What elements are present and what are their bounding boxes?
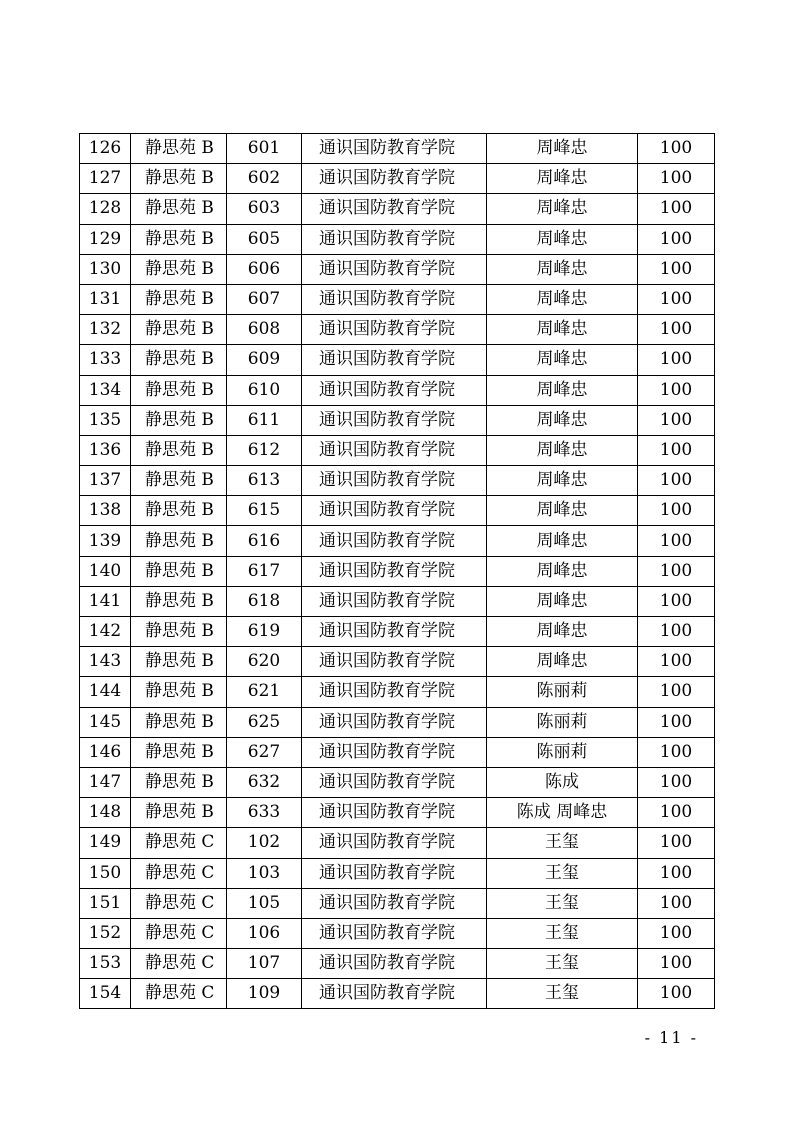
cell-room-number: 607 [227, 284, 302, 314]
cell-score: 100 [638, 949, 715, 979]
cell-building: 静思苑 B [131, 194, 227, 224]
cell-college: 通识国防教育学院 [302, 677, 487, 707]
cell-counselor: 王玺 [487, 828, 638, 858]
cell-room-number: 625 [227, 707, 302, 737]
cell-college: 通识国防教育学院 [302, 375, 487, 405]
cell-building: 静思苑 B [131, 284, 227, 314]
table-row [80, 224, 715, 254]
cell-room-number: 632 [227, 767, 302, 797]
cell-college: 通识国防教育学院 [302, 134, 487, 164]
cell-score: 100 [638, 375, 715, 405]
cell-row-number: 140 [80, 556, 131, 586]
cell-room-number: 615 [227, 496, 302, 526]
cell-counselor: 周峰忠 [487, 466, 638, 496]
cell-counselor: 周峰忠 [487, 526, 638, 556]
cell-counselor: 周峰忠 [487, 134, 638, 164]
cell-row-number: 148 [80, 798, 131, 828]
cell-row-number: 151 [80, 888, 131, 918]
cell-score: 100 [638, 677, 715, 707]
cell-building: 静思苑 B [131, 767, 227, 797]
table-row [80, 586, 715, 616]
cell-building: 静思苑 B [131, 224, 227, 254]
cell-room-number: 608 [227, 315, 302, 345]
dormitory-table [79, 133, 715, 1009]
cell-room-number: 106 [227, 918, 302, 948]
cell-row-number: 132 [80, 315, 131, 345]
cell-college: 通识国防教育学院 [302, 617, 487, 647]
cell-building: 静思苑 B [131, 526, 227, 556]
cell-room-number: 102 [227, 828, 302, 858]
cell-row-number: 139 [80, 526, 131, 556]
cell-counselor: 周峰忠 [487, 586, 638, 616]
table-row [80, 556, 715, 586]
cell-room-number: 612 [227, 435, 302, 465]
cell-score: 100 [638, 798, 715, 828]
cell-room-number: 610 [227, 375, 302, 405]
cell-row-number: 146 [80, 737, 131, 767]
cell-counselor: 周峰忠 [487, 617, 638, 647]
table-row [80, 466, 715, 496]
cell-room-number: 617 [227, 556, 302, 586]
cell-college: 通识国防教育学院 [302, 435, 487, 465]
cell-building: 静思苑 C [131, 979, 227, 1009]
table-row [80, 888, 715, 918]
cell-row-number: 127 [80, 164, 131, 194]
cell-row-number: 128 [80, 194, 131, 224]
cell-room-number: 603 [227, 194, 302, 224]
cell-counselor: 周峰忠 [487, 224, 638, 254]
cell-row-number: 134 [80, 375, 131, 405]
cell-score: 100 [638, 435, 715, 465]
table-row [80, 677, 715, 707]
cell-counselor: 陈成 周峰忠 [487, 798, 638, 828]
cell-score: 100 [638, 466, 715, 496]
cell-college: 通识国防教育学院 [302, 949, 487, 979]
cell-college: 通识国防教育学院 [302, 284, 487, 314]
cell-room-number: 109 [227, 979, 302, 1009]
cell-row-number: 150 [80, 858, 131, 888]
cell-row-number: 153 [80, 949, 131, 979]
cell-room-number: 618 [227, 586, 302, 616]
cell-counselor: 王玺 [487, 888, 638, 918]
cell-score: 100 [638, 979, 715, 1009]
cell-row-number: 133 [80, 345, 131, 375]
cell-college: 通识国防教育学院 [302, 405, 487, 435]
cell-counselor: 周峰忠 [487, 254, 638, 284]
page-number: - 11 - [644, 1028, 698, 1047]
cell-room-number: 627 [227, 737, 302, 767]
cell-row-number: 131 [80, 284, 131, 314]
cell-row-number: 136 [80, 435, 131, 465]
cell-room-number: 609 [227, 345, 302, 375]
table-row [80, 526, 715, 556]
cell-college: 通识国防教育学院 [302, 737, 487, 767]
dormitory-table-container [79, 133, 715, 1009]
table-row [80, 194, 715, 224]
table-row [80, 707, 715, 737]
cell-score: 100 [638, 284, 715, 314]
cell-counselor: 陈成 [487, 767, 638, 797]
cell-college: 通识国防教育学院 [302, 194, 487, 224]
cell-building: 静思苑 B [131, 707, 227, 737]
cell-building: 静思苑 B [131, 134, 227, 164]
cell-score: 100 [638, 315, 715, 345]
cell-college: 通识国防教育学院 [302, 224, 487, 254]
cell-score: 100 [638, 194, 715, 224]
table-row [80, 345, 715, 375]
cell-college: 通识国防教育学院 [302, 526, 487, 556]
cell-counselor: 周峰忠 [487, 405, 638, 435]
table-row [80, 164, 715, 194]
cell-building: 静思苑 B [131, 466, 227, 496]
cell-room-number: 105 [227, 888, 302, 918]
cell-score: 100 [638, 707, 715, 737]
cell-building: 静思苑 B [131, 405, 227, 435]
table-row [80, 496, 715, 526]
cell-college: 通识国防教育学院 [302, 556, 487, 586]
cell-building: 静思苑 B [131, 315, 227, 345]
cell-score: 100 [638, 224, 715, 254]
cell-building: 静思苑 C [131, 828, 227, 858]
cell-room-number: 103 [227, 858, 302, 888]
cell-college: 通识国防教育学院 [302, 767, 487, 797]
table-row [80, 737, 715, 767]
cell-row-number: 141 [80, 586, 131, 616]
table-row [80, 617, 715, 647]
cell-row-number: 147 [80, 767, 131, 797]
table-row [80, 828, 715, 858]
cell-building: 静思苑 B [131, 617, 227, 647]
cell-college: 通识国防教育学院 [302, 496, 487, 526]
table-row [80, 134, 715, 164]
cell-counselor: 王玺 [487, 949, 638, 979]
cell-row-number: 135 [80, 405, 131, 435]
cell-counselor: 周峰忠 [487, 194, 638, 224]
cell-college: 通识国防教育学院 [302, 254, 487, 284]
cell-building: 静思苑 B [131, 677, 227, 707]
cell-row-number: 142 [80, 617, 131, 647]
table-row [80, 647, 715, 677]
cell-score: 100 [638, 586, 715, 616]
cell-counselor: 王玺 [487, 979, 638, 1009]
cell-college: 通识国防教育学院 [302, 315, 487, 345]
cell-counselor: 周峰忠 [487, 556, 638, 586]
cell-counselor: 陈丽莉 [487, 707, 638, 737]
table-row [80, 918, 715, 948]
cell-row-number: 130 [80, 254, 131, 284]
cell-counselor: 周峰忠 [487, 375, 638, 405]
cell-score: 100 [638, 345, 715, 375]
cell-college: 通识国防教育学院 [302, 647, 487, 677]
cell-counselor: 陈丽莉 [487, 677, 638, 707]
cell-counselor: 陈丽莉 [487, 737, 638, 767]
cell-score: 100 [638, 556, 715, 586]
cell-counselor: 周峰忠 [487, 435, 638, 465]
cell-row-number: 144 [80, 677, 131, 707]
cell-building: 静思苑 C [131, 888, 227, 918]
cell-score: 100 [638, 526, 715, 556]
cell-college: 通识国防教育学院 [302, 345, 487, 375]
cell-score: 100 [638, 164, 715, 194]
cell-building: 静思苑 B [131, 586, 227, 616]
cell-row-number: 154 [80, 979, 131, 1009]
cell-college: 通识国防教育学院 [302, 858, 487, 888]
table-row [80, 284, 715, 314]
cell-score: 100 [638, 254, 715, 284]
cell-counselor: 周峰忠 [487, 345, 638, 375]
cell-counselor: 周峰忠 [487, 496, 638, 526]
cell-building: 静思苑 C [131, 949, 227, 979]
cell-score: 100 [638, 828, 715, 858]
cell-building: 静思苑 B [131, 164, 227, 194]
cell-counselor: 周峰忠 [487, 315, 638, 345]
cell-building: 静思苑 B [131, 375, 227, 405]
cell-score: 100 [638, 918, 715, 948]
cell-room-number: 619 [227, 617, 302, 647]
cell-score: 100 [638, 737, 715, 767]
cell-building: 静思苑 C [131, 918, 227, 948]
cell-college: 通识国防教育学院 [302, 466, 487, 496]
cell-room-number: 613 [227, 466, 302, 496]
cell-counselor: 王玺 [487, 918, 638, 948]
cell-room-number: 621 [227, 677, 302, 707]
cell-building: 静思苑 B [131, 737, 227, 767]
cell-building: 静思苑 B [131, 556, 227, 586]
cell-score: 100 [638, 134, 715, 164]
cell-counselor: 王玺 [487, 858, 638, 888]
cell-college: 通识国防教育学院 [302, 586, 487, 616]
cell-room-number: 616 [227, 526, 302, 556]
cell-building: 静思苑 B [131, 647, 227, 677]
cell-building: 静思苑 B [131, 254, 227, 284]
cell-row-number: 143 [80, 647, 131, 677]
cell-room-number: 620 [227, 647, 302, 677]
cell-room-number: 605 [227, 224, 302, 254]
cell-score: 100 [638, 767, 715, 797]
cell-score: 100 [638, 617, 715, 647]
cell-room-number: 606 [227, 254, 302, 284]
cell-row-number: 137 [80, 466, 131, 496]
cell-row-number: 138 [80, 496, 131, 526]
table-row [80, 254, 715, 284]
table-row [80, 767, 715, 797]
cell-room-number: 602 [227, 164, 302, 194]
table-row [80, 375, 715, 405]
cell-score: 100 [638, 496, 715, 526]
cell-score: 100 [638, 647, 715, 677]
cell-college: 通识国防教育学院 [302, 828, 487, 858]
cell-row-number: 129 [80, 224, 131, 254]
cell-room-number: 601 [227, 134, 302, 164]
table-row [80, 315, 715, 345]
cell-building: 静思苑 B [131, 496, 227, 526]
cell-counselor: 周峰忠 [487, 164, 638, 194]
cell-building: 静思苑 B [131, 345, 227, 375]
cell-score: 100 [638, 405, 715, 435]
table-row [80, 858, 715, 888]
cell-college: 通识国防教育学院 [302, 798, 487, 828]
cell-row-number: 149 [80, 828, 131, 858]
cell-building: 静思苑 B [131, 798, 227, 828]
table-row [80, 435, 715, 465]
table-row [80, 979, 715, 1009]
cell-room-number: 107 [227, 949, 302, 979]
cell-college: 通识国防教育学院 [302, 918, 487, 948]
cell-building: 静思苑 B [131, 435, 227, 465]
table-row [80, 798, 715, 828]
cell-score: 100 [638, 858, 715, 888]
cell-counselor: 周峰忠 [487, 284, 638, 314]
cell-college: 通识国防教育学院 [302, 979, 487, 1009]
cell-college: 通识国防教育学院 [302, 164, 487, 194]
cell-counselor: 周峰忠 [487, 647, 638, 677]
cell-row-number: 145 [80, 707, 131, 737]
cell-row-number: 126 [80, 134, 131, 164]
cell-college: 通识国防教育学院 [302, 888, 487, 918]
cell-college: 通识国防教育学院 [302, 707, 487, 737]
table-body [80, 134, 715, 1009]
cell-room-number: 611 [227, 405, 302, 435]
cell-building: 静思苑 C [131, 858, 227, 888]
table-row [80, 949, 715, 979]
table-row [80, 405, 715, 435]
cell-room-number: 633 [227, 798, 302, 828]
cell-score: 100 [638, 888, 715, 918]
cell-row-number: 152 [80, 918, 131, 948]
